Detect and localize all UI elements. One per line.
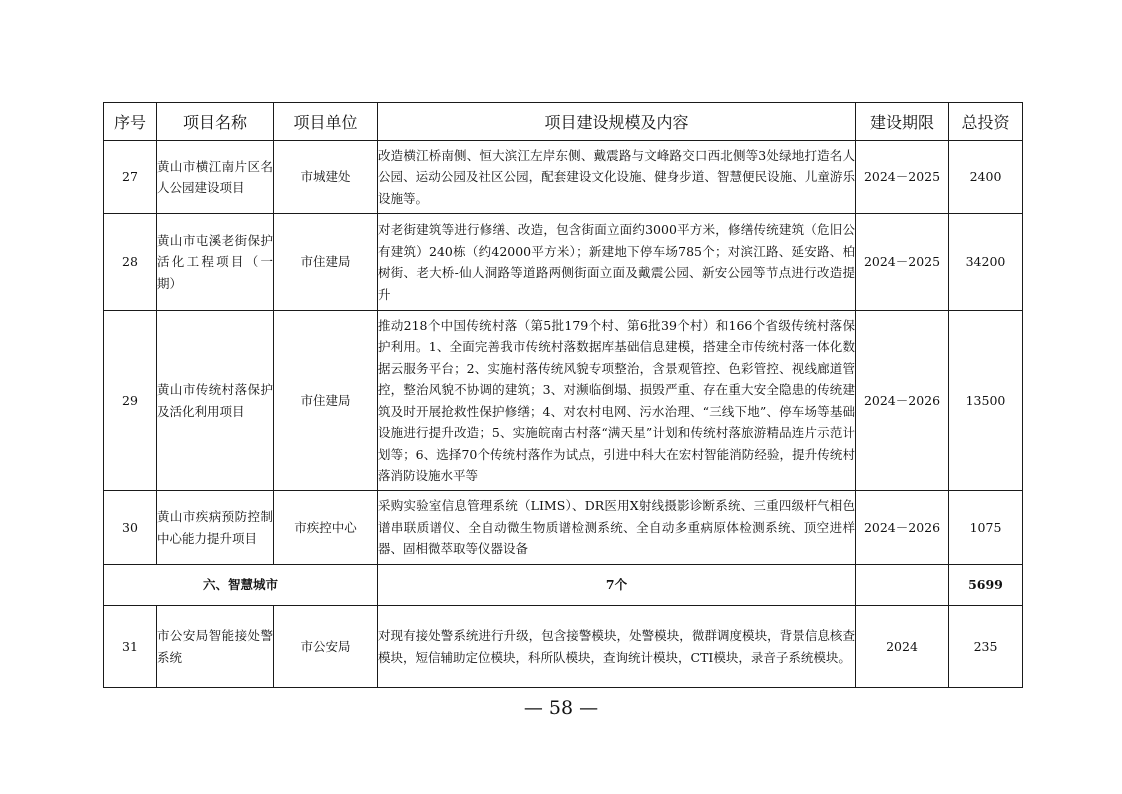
- cell-investment: 2400: [949, 141, 1023, 214]
- cell-content: 对老街建筑等进行修缮、改造，包含街面立面约3000平方米，修缮传统建筑（危旧公有建筑）240栋（约42000平方米）；新建地下停车场785个；对滨江路、延安路、柏树街、老大桥-仙人洞路等道路两侧街面立面及戴震公园、新安公园等节点进行改造提升: [378, 214, 856, 311]
- cell-investment: 235: [949, 606, 1023, 688]
- header-unit: 项目单位: [274, 103, 378, 141]
- cell-period: 2024－2025: [856, 141, 949, 214]
- cell-period: 2024－2026: [856, 311, 949, 491]
- header-investment: 总投资: [949, 103, 1023, 141]
- cell-period: 2024－2026: [856, 491, 949, 565]
- cell-period: 2024: [856, 606, 949, 688]
- cell-content: 采购实验室信息管理系统（LIMS）、DR医用X射线摄影诊断系统、三重四级杆气相色谱串联质谱仪、全自动微生物质谱检测系统、全自动多重病原体检测系统、顶空进样器、固相微萃取等仪器设备: [378, 491, 856, 565]
- cell-project-name: 黄山市疾病预防控制中心能力提升项目: [157, 491, 274, 565]
- project-table: [103, 102, 1023, 688]
- cell-content: 推动218个中国传统村落（第5批179个村、第6批39个村）和166个省级传统村落保护利用。1、全面完善我市传统村落数据库基础信息建模，搭建全市传统村落一体化数据云服务平台；2、实施村落传统风貌专项整治，含景观管控、色彩管控、视线廊道管控，整治风貌不协调的建筑；3、对濒临倒塌、损毁严重、存在重大安全隐患的传统建筑及时开展抢救性保护修缮；4、对农村电网、污水治理、“三线下地”、停车场等基础设施进行提升改造；5、实施皖南古村落“满天星”计划和传统村落旅游精品连片示范计划等；6、选择70个传统村落作为试点，引进中科大在宏村智能消防经验，提升传统村落消防设施水平等: [378, 311, 856, 491]
- cell-content: 对现有接处警系统进行升级，包含接警模块，处警模块，微群调度模块，背景信息核查模块，短信辅助定位模块，科所队模块，查询统计模块，CTI模块，录音子系统模块。: [378, 606, 856, 688]
- cell-unit: 市住建局: [274, 214, 378, 311]
- header-no: 序号: [104, 103, 157, 141]
- cell-project-name: 市公安局智能接处警系统: [157, 606, 274, 688]
- cell-unit: 市公安局: [274, 606, 378, 688]
- table-row: [104, 311, 1023, 491]
- cell-unit: 市疾控中心: [274, 491, 378, 565]
- table-row: [104, 141, 1023, 214]
- section-count: 7个: [378, 565, 856, 606]
- header-content: 项目建设规模及内容: [378, 103, 856, 141]
- cell-unit: 市城建处: [274, 141, 378, 214]
- cell-no: 31: [104, 606, 157, 688]
- header-name: 项目名称: [157, 103, 274, 141]
- table-row: [104, 606, 1023, 688]
- cell-investment: 1075: [949, 491, 1023, 565]
- cell-project-name: 黄山市传统村落保护及活化利用项目: [157, 311, 274, 491]
- table-header-row: [104, 103, 1023, 141]
- cell-no: 29: [104, 311, 157, 491]
- table-row: [104, 491, 1023, 565]
- header-period: 建设期限: [856, 103, 949, 141]
- cell-project-name: 黄山市屯溪老街保护活化工程项目（一期）: [157, 214, 274, 311]
- cell-project-name: 黄山市横江南片区名人公园建设项目: [157, 141, 274, 214]
- cell-no: 30: [104, 491, 157, 565]
- table-row: [104, 214, 1023, 311]
- section-title: 六、智慧城市: [104, 565, 378, 606]
- page-number: — 58 —: [523, 697, 599, 719]
- cell-content: 改造横江桥南侧、恒大滨江左岸东侧、戴震路与文峰路交口西北侧等3处绿地打造名人公园、运动公园及社区公园，配套建设文化设施、健身步道、智慧便民设施、儿童游乐设施等。: [378, 141, 856, 214]
- cell-investment: 13500: [949, 311, 1023, 491]
- cell-investment: 34200: [949, 214, 1023, 311]
- section-empty-cell: [856, 565, 949, 606]
- cell-period: 2024－2025: [856, 214, 949, 311]
- section-row: [104, 565, 1023, 606]
- cell-unit: 市住建局: [274, 311, 378, 491]
- cell-no: 27: [104, 141, 157, 214]
- section-total: 5699: [949, 565, 1023, 606]
- cell-no: 28: [104, 214, 157, 311]
